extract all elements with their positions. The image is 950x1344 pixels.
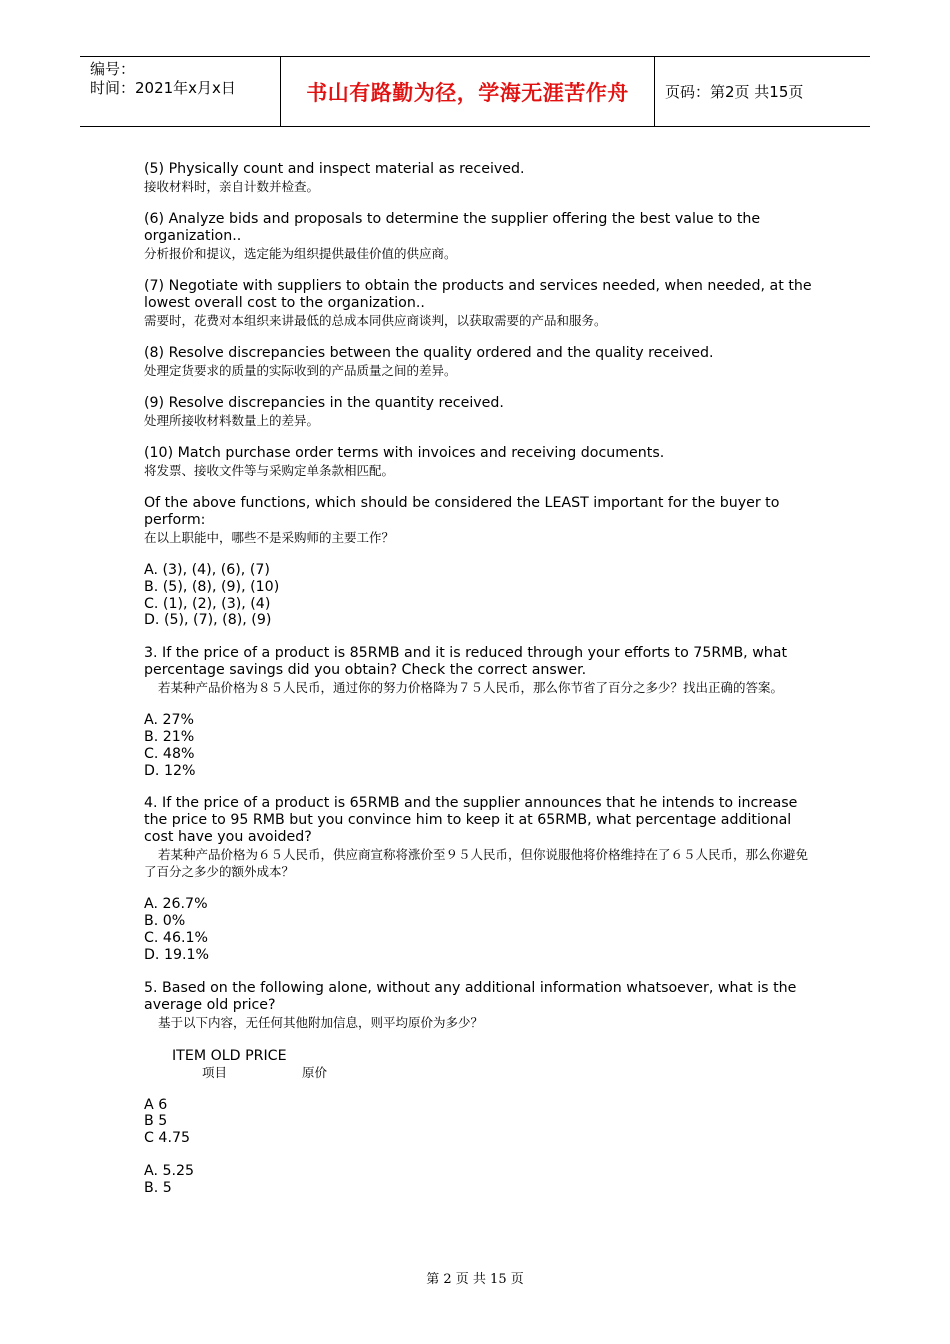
q3-question-zh: 若某种产品价格为８５人民币，通过你的努力价格降为７５人民币，那么你节省了百分之多少？找出正确的答案。 (158, 680, 784, 696)
q5-header-item-zh: 项目 (202, 1064, 228, 1080)
q5-row-b: B 5 (144, 1113, 168, 1130)
q2-option-c: C. (1), (2), (3), (4) (144, 595, 271, 612)
q3-question-en: 3. If the price of a product is 85RMB and it is reduced through your efforts to 75RMB, what percentage savings did you obtain? Check the correct answer. (144, 645, 788, 679)
item-8-en: (8) Resolve discrepancies between the quality ordered and the quality received. (144, 345, 714, 361)
q5-header-price-zh: 原价 (302, 1064, 328, 1080)
item-7-zh: 需要时，花费对本组织来讲最低的总成本同供应商谈判，以获取需要的产品和服务。 (144, 313, 607, 328)
document-header (80, 56, 870, 127)
document-body (144, 161, 814, 1197)
q3-option-c: C. 48% (144, 745, 195, 762)
q5-option-a: A. 5.25 (144, 1162, 195, 1179)
time-label: 时间：2021年x月x日 (90, 79, 236, 97)
item-10-zh: 将发票、接收文件等与采购定单条款相匹配。 (144, 463, 395, 478)
footer-page-number: 第 2 页 共 15 页 (426, 1272, 524, 1287)
item-8-zh: 处理定货要求的质量的实际收到的产品质量之间的差异。 (144, 363, 457, 378)
q2-option-b: B. (5), (8), (9), (10) (144, 578, 280, 595)
q2-question-zh: 在以上职能中，哪些不是采购师的主要工作？ (144, 530, 395, 545)
item-6-en: (6) Analyze bids and proposals to determine the supplier offering the best value to the organization.. (144, 211, 761, 244)
q4-question-zh: 若某种产品价格为６５人民币，供应商宣称将涨价至９５人民币，但你说服他将价格维持在了６５人民币，那么你避免了百分之多少的额外成本？ (144, 847, 809, 880)
item-7-en: (7) Negotiate with suppliers to obtain the products and services needed, when needed, at the lowest overall cost to the organization.. (144, 278, 812, 311)
q2-option-a: A. (3), (4), (6), (7) (144, 562, 270, 578)
q3-option-d: D. 12% (144, 762, 196, 779)
header-motto: 书山有路勤为径，学海无涯苦作舟 (306, 80, 629, 105)
item-6-zh: 分析报价和提议，选定能为组织提供最佳价值的供应商。 (144, 246, 457, 261)
q3-option-b: B. 21% (144, 728, 195, 745)
page-footer (0, 1268, 950, 1288)
q5-question-zh: 基于以下内容，无任何其他附加信息，则平均原价为多少？ (158, 1014, 484, 1030)
q2-option-d: D. (5), (7), (8), (9) (144, 612, 272, 629)
q5-table-header-zh (144, 1064, 814, 1081)
q4-option-a: A. 26.7% (144, 896, 208, 913)
q5-row-c: C 4.75 (144, 1130, 191, 1147)
q3-option-a: A. 27% (144, 712, 195, 729)
header-motto-cell (281, 57, 655, 126)
q4-option-b: B. 0% (144, 913, 186, 930)
q5-table-header-en: ITEM OLD PRICE (172, 1047, 287, 1064)
q5-table-header (172, 1047, 814, 1064)
q5-row-a: A 6 (144, 1096, 168, 1113)
q4-question-en: 4. If the price of a product is 65RMB and the supplier announces that he intends to increase the price to 95 RMB but you convince him to keep it at 65RMB, what percentage additional cost have you avoided? (144, 795, 798, 846)
serial-label: 编号： (90, 60, 136, 78)
item-10-en: (10) Match purchase order terms with invoices and receiving documents. (144, 445, 665, 461)
header-page-cell (655, 57, 870, 126)
q4-option-d: D. 19.1% (144, 946, 210, 963)
q4-option-c: C. 46.1% (144, 929, 208, 946)
header-meta-cell (80, 57, 281, 126)
header-page-info: 页码：第2页 共15页 (665, 83, 804, 101)
q2-question-en: Of the above functions, which should be considered the LEAST important for the buyer to perform: (144, 495, 780, 528)
q5-question-en: 5. Based on the following alone, without any additional information whatsoever, what is the average old price? (144, 979, 797, 1013)
item-5-en: (5) Physically count and inspect material as received. (144, 161, 525, 177)
item-9-en: (9) Resolve discrepancies in the quantity received. (144, 395, 504, 411)
item-9-zh: 处理所接收材料数量上的差异。 (144, 413, 320, 428)
q5-option-b: B. 5 (144, 1179, 172, 1196)
item-5-zh: 接收材料时，亲自计数并检查。 (144, 179, 320, 194)
